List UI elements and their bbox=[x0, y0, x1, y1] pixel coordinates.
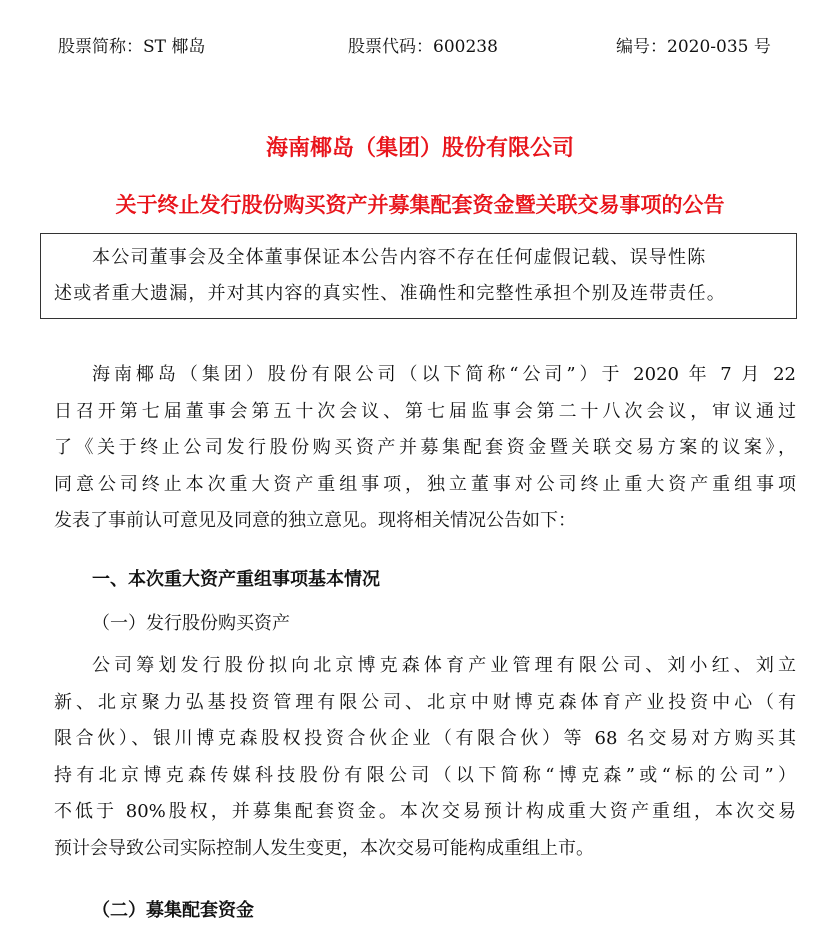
paragraph-line: 限合伙）、银川博克森股权投资合伙企业（有限合伙）等 68 名交易对方购买其 bbox=[54, 728, 796, 749]
notice-line: 述或者重大遗漏，并对其内容的真实性、准确性和完整性承担个别及连带责任。 bbox=[54, 283, 726, 304]
announcement-title: 关于终止发行股份购买资产并募集配套资金暨关联交易事项的公告 bbox=[115, 193, 725, 217]
stock-short-name: 股票简称：ST 椰岛 bbox=[58, 37, 206, 57]
section-heading: 一、本次重大资产重组事项基本情况 bbox=[92, 569, 380, 590]
paragraph-line: 不低于 80%股权，并募集配套资金。本次交易预计构成重大资产重组，本次交易 bbox=[54, 801, 796, 822]
intro-paragraph bbox=[54, 357, 796, 540]
company-title: 海南椰岛（集团）股份有限公司 bbox=[265, 136, 574, 161]
paragraph-line: 持有北京博克森传媒科技股份有限公司（以下简称“博克森”或“标的公司”） bbox=[54, 764, 796, 786]
subsection-heading: （一）发行股份购买资产 bbox=[92, 613, 290, 634]
paragraph-line: 日召开第七届董事会第五十次会议、第七届监事会第二十八次会议，审议通过 bbox=[54, 400, 796, 422]
stock-code: 股票代码：600238 bbox=[348, 37, 498, 57]
board-guarantee-notice bbox=[40, 233, 797, 319]
paragraph-line: 预计会导致公司实际控制人发生变更，本次交易可能构成重组上市。 bbox=[54, 837, 594, 859]
paragraph-line: 海南椰岛（集团）股份有限公司（以下简称“公司”）于 2020 年 7 月 22 bbox=[92, 364, 796, 385]
notice-line: 本公司董事会及全体董事保证本公告内容不存在任何虚假记载、误导性陈 bbox=[92, 247, 707, 268]
paragraph-line: 了《关于终止公司发行股份购买资产并募集配套资金暨关联交易方案的议案》， bbox=[54, 437, 796, 458]
paragraph-line: 发表了事前认可意见及同意的独立意见。现将相关情况公告如下： bbox=[54, 510, 576, 531]
serial-number: 编号：2020-035 号 bbox=[616, 37, 771, 57]
cut-off-subsection-heading: （二）募集配套资金 bbox=[92, 900, 254, 921]
paragraph-line: 新、北京聚力弘基投资管理有限公司、北京中财博克森体育产业投资中心（有 bbox=[54, 691, 796, 713]
paragraph-line: 同意公司终止本次重大资产重组事项，独立董事对公司终止重大资产重组事项 bbox=[54, 473, 796, 495]
transaction-paragraph bbox=[54, 648, 796, 867]
document-header bbox=[0, 34, 840, 60]
paragraph-line: 公司筹划发行股份拟向北京博克森体育产业管理有限公司、刘小红、刘立 bbox=[92, 655, 796, 676]
